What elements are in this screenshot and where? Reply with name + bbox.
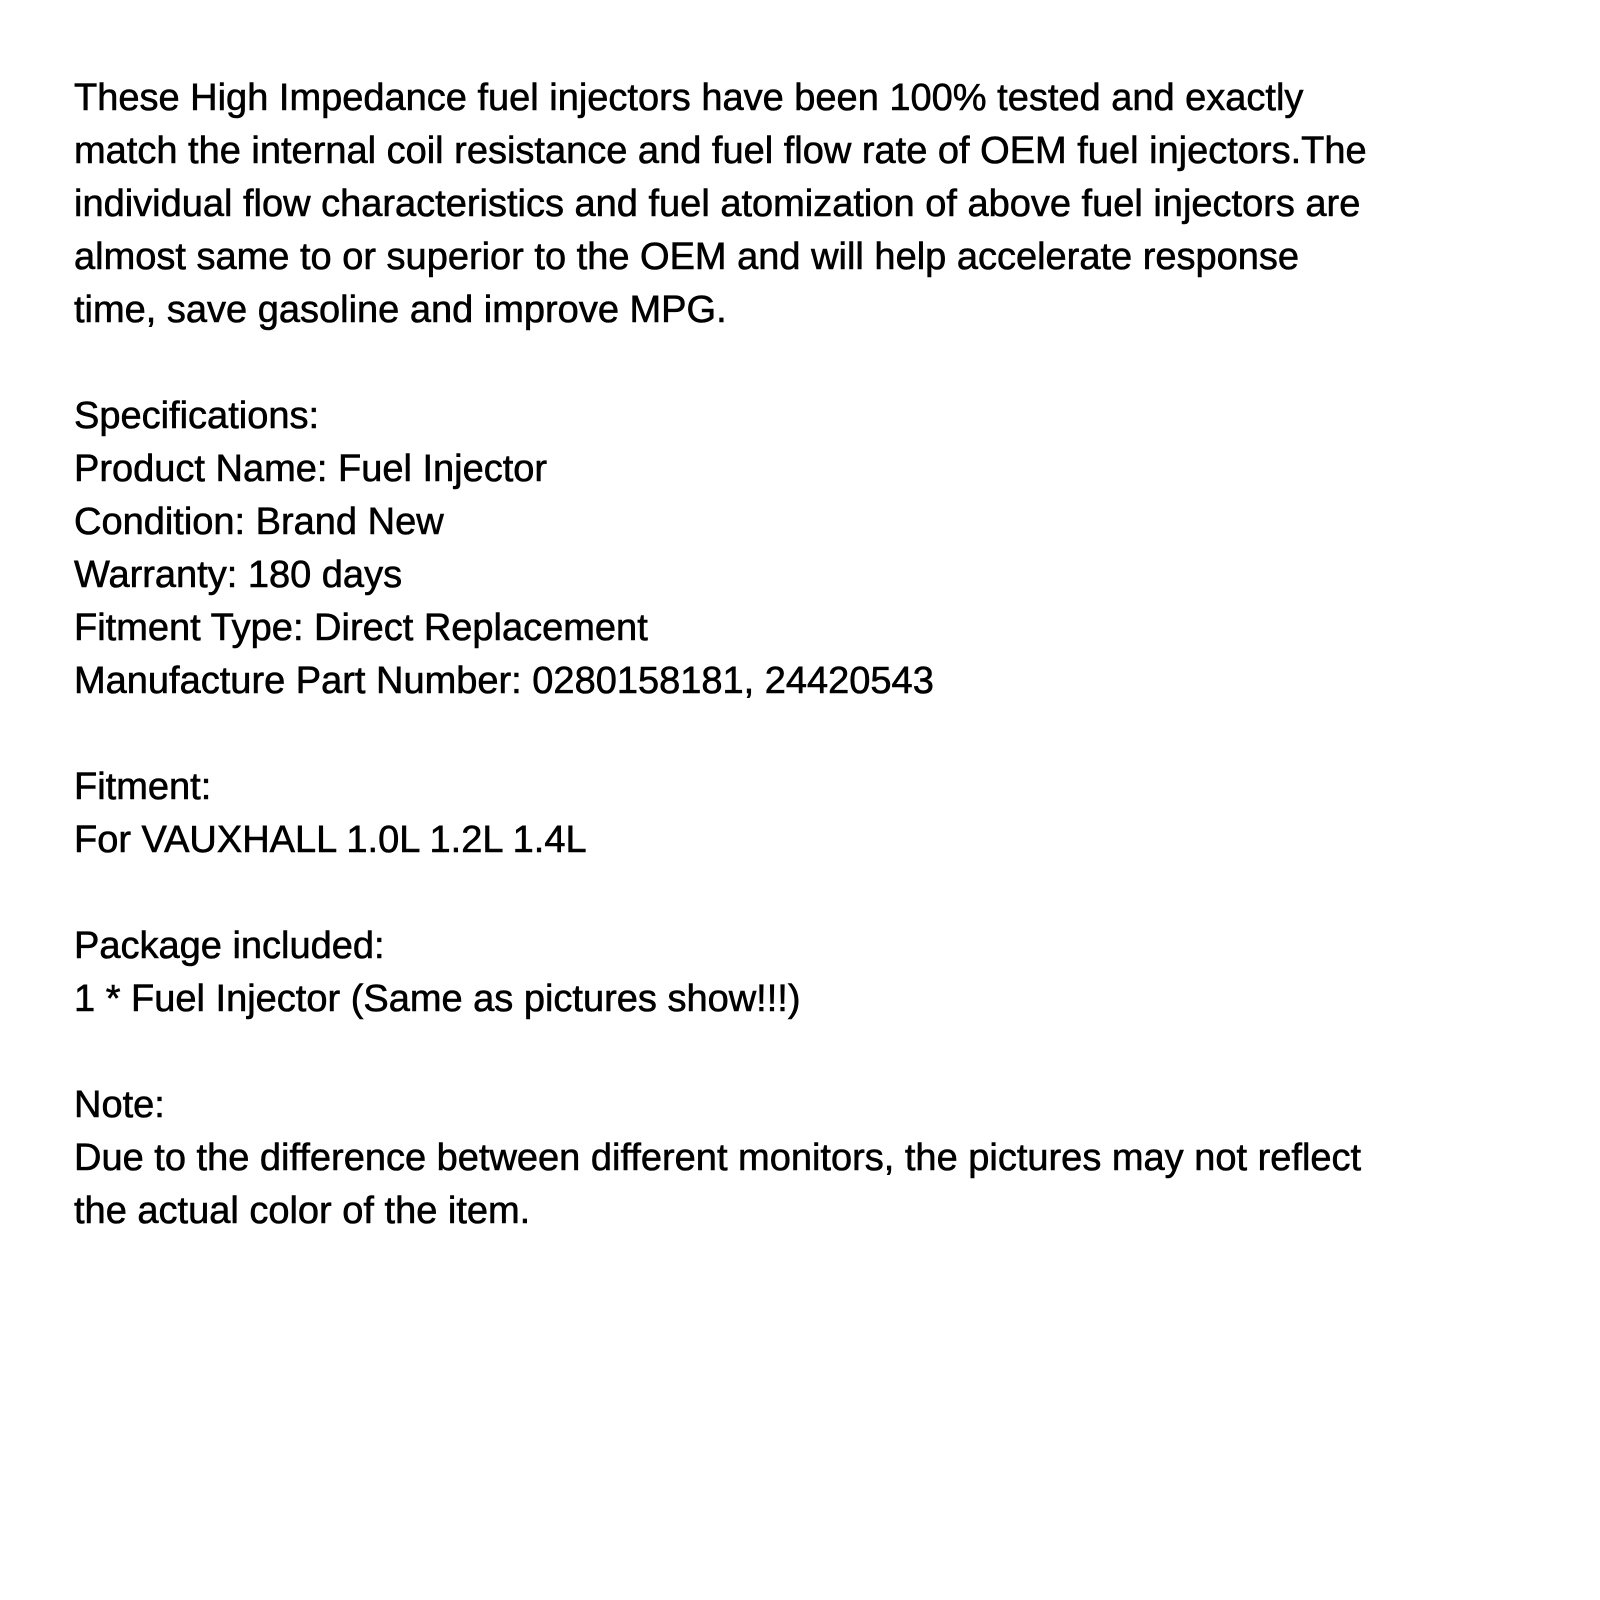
spec-part-number: Manufacture Part Number: 0280158181, 24420543: [74, 660, 934, 702]
intro-line: time, save gasoline and improve MPG.: [74, 289, 727, 331]
package-item: 1 * Fuel Injector (Same as pictures show!!!): [74, 978, 801, 1020]
spec-fitment-type: Fitment Type: Direct Replacement: [74, 607, 648, 649]
package-section: [74, 920, 1554, 1026]
product-description: [74, 72, 1554, 1238]
note-line: Due to the difference between different monitors, the pictures may not reflect: [74, 1137, 1362, 1179]
intro-paragraph: [74, 72, 1554, 337]
note-line: the actual color of the item.: [74, 1190, 531, 1232]
spec-product-name: Product Name: Fuel Injector: [74, 448, 548, 490]
spacer: [74, 708, 1554, 761]
fitment-heading: Fitment:: [74, 766, 212, 808]
intro-line: almost same to or superior to the OEM and will help accelerate response: [74, 236, 1300, 278]
spacer: [74, 1026, 1554, 1079]
fitment-section: [74, 761, 1554, 867]
specifications-heading: Specifications:: [74, 395, 320, 437]
spacer: [74, 867, 1554, 920]
note-section: [74, 1079, 1554, 1238]
intro-line: individual flow characteristics and fuel atomization of above fuel injectors are: [74, 183, 1361, 225]
package-heading: Package included:: [74, 925, 385, 967]
intro-line: These High Impedance fuel injectors have been 100% tested and exactly: [74, 77, 1304, 119]
spec-condition: Condition: Brand New: [74, 501, 444, 543]
spacer: [74, 337, 1554, 390]
fitment-item: For VAUXHALL 1.0L 1.2L 1.4L: [74, 819, 587, 861]
note-heading: Note:: [74, 1084, 165, 1126]
spec-warranty: Warranty: 180 days: [74, 554, 403, 596]
specifications-section: [74, 390, 1554, 708]
intro-line: match the internal coil resistance and fuel flow rate of OEM fuel injectors.The: [74, 130, 1367, 172]
